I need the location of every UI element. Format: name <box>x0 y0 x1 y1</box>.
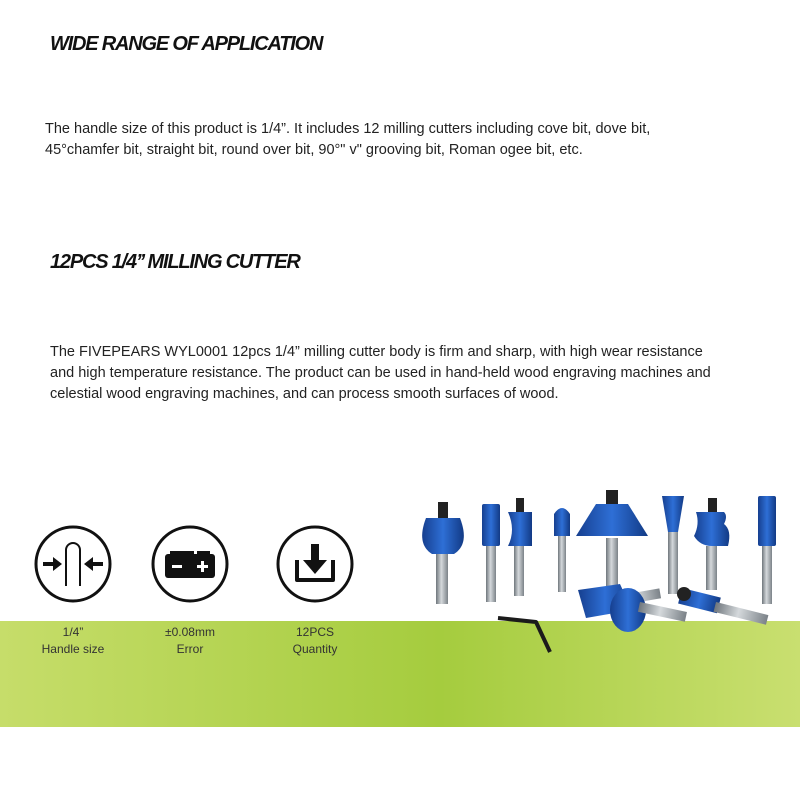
battery-error-icon <box>150 524 230 604</box>
spec-handle-size <box>28 524 118 658</box>
spec-value-handle-size: 1/4” <box>62 625 84 639</box>
router-bit-set-image <box>410 484 800 664</box>
router-bit-straight <box>482 504 500 602</box>
section-heading-milling-cutter: 12PCS 1/4’’ MILLING CUTTER <box>50 251 300 273</box>
handle-size-icon <box>33 524 113 604</box>
spec-value-error: ±0.08mm <box>165 625 215 639</box>
spec-label-quantity: Quantity <box>292 642 338 656</box>
router-bit-flush-trim <box>677 587 768 625</box>
router-bit-dovetail <box>662 496 684 594</box>
application-description: The handle size of this product is 1/4”. It includes 12 milling cutters including cove bit, dove bit, 45°chamfer bit, straight bit, round over bit, 90°" v" grooving bit, Roman ogee bit, etc. <box>45 121 651 158</box>
milling-cutter-description: The FIVEPEARS WYL0001 12pcs 1/4” milling cutter body is firm and sharp, with high wear resistance and high temperature resistance. The product can be used in hand-held wood engraving machines and celestial wood engraving machines, and can process smooth surfaces of wood. <box>50 344 711 402</box>
hex-key <box>498 618 550 652</box>
router-bit-ogee <box>694 498 729 590</box>
spec-error <box>145 524 235 658</box>
spec-label-handle-size: Handle size <box>41 642 105 656</box>
spec-value-quantity: 12PCS <box>295 625 335 639</box>
router-bit-cove <box>508 498 532 596</box>
download-quantity-icon <box>275 524 355 604</box>
router-bit-chamfer <box>576 490 648 600</box>
spec-label-error: Error <box>176 642 204 656</box>
router-bit-roundover <box>422 502 464 604</box>
router-bit-straight-long <box>758 496 776 604</box>
spec-quantity <box>270 524 360 658</box>
section-heading-application: WIDE RANGE OF APPLICATION <box>50 33 323 55</box>
router-bit-round-nose <box>554 508 570 592</box>
